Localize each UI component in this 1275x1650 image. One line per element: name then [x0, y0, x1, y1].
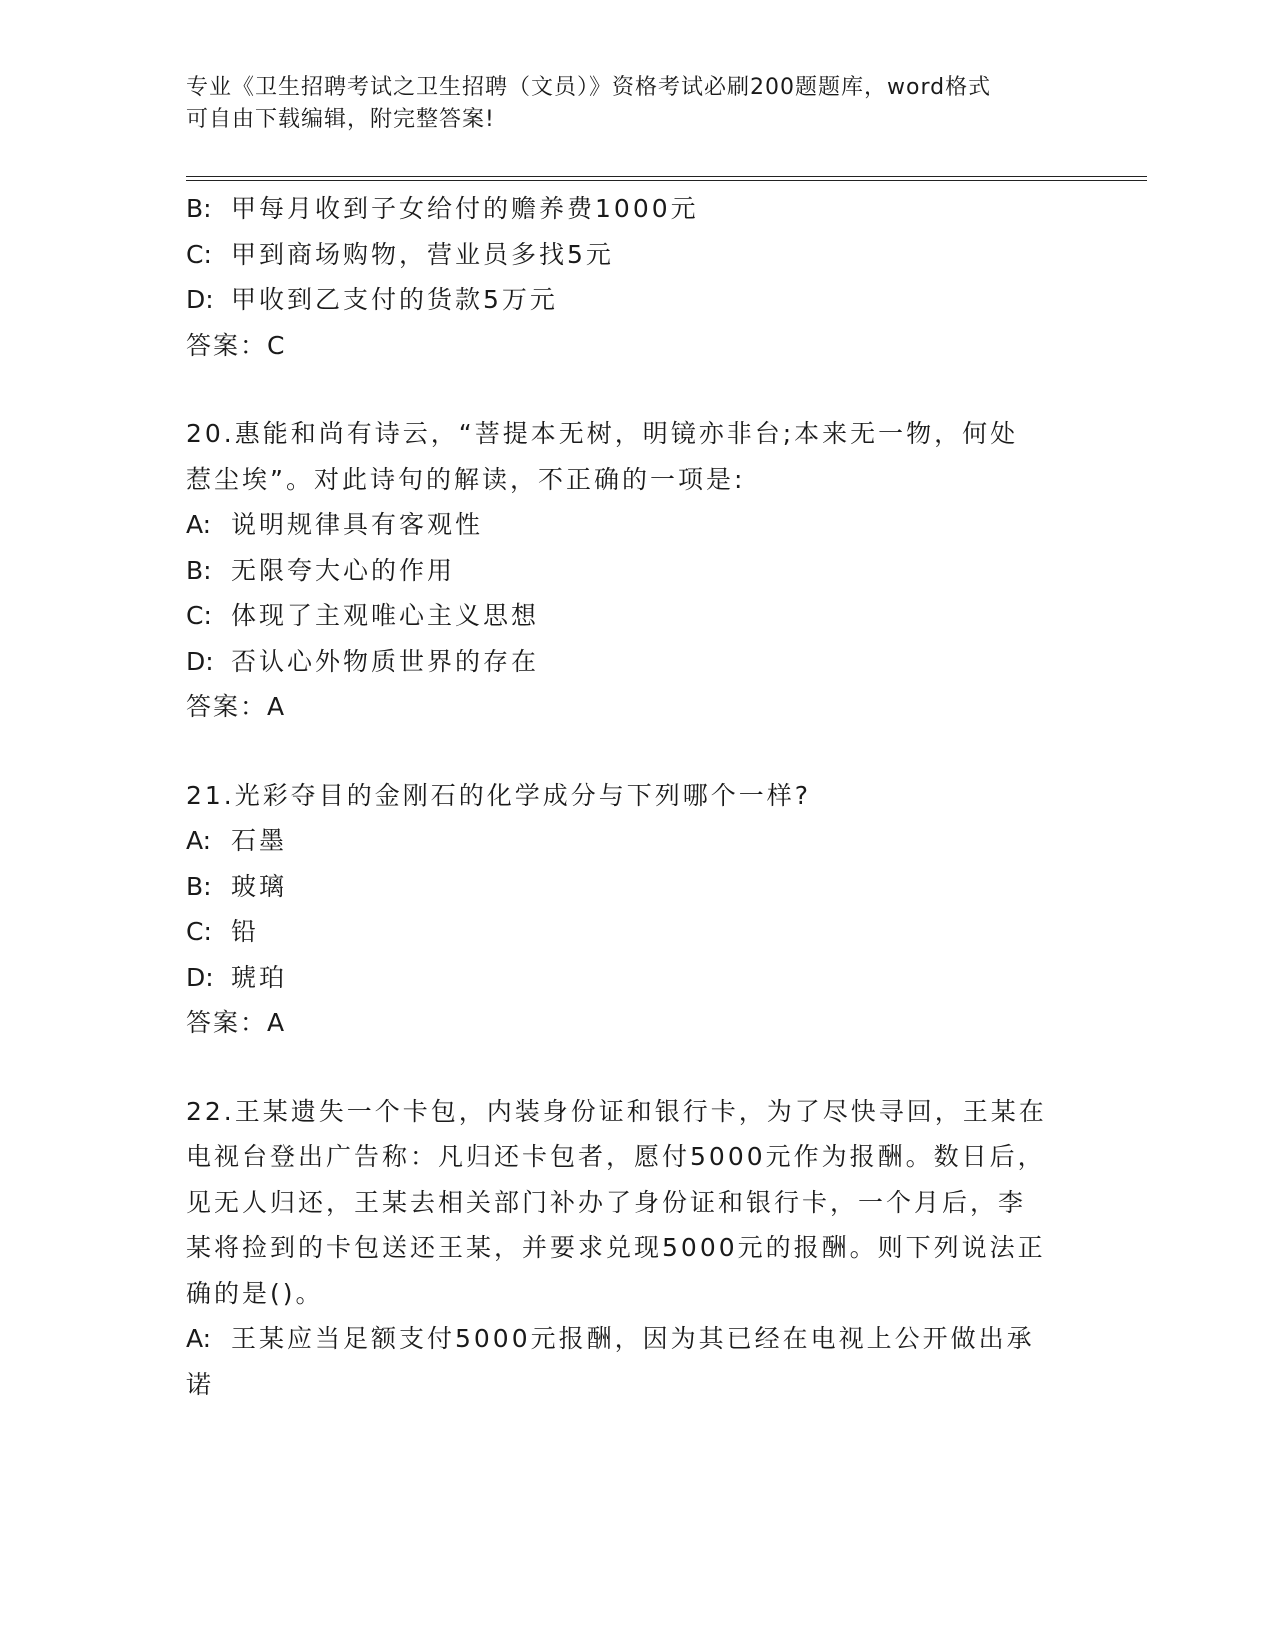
option-b: B: 甲每月收到子女给付的赡养费1000元	[186, 194, 699, 223]
question-stem-cont: 某将捡到的卡包送还王某，并要求兑现5000元的报酬。则下列说法正	[186, 1233, 1046, 1262]
option-a: A: 石墨	[186, 826, 288, 855]
question-stem: 22.王某遗失一个卡包，内装身份证和银行卡，为了尽快寻回，王某在	[186, 1096, 1047, 1126]
option-d: D: 否认心外物质世界的存在	[186, 646, 540, 676]
option-c: C: 体现了主观唯心主义思想	[186, 601, 540, 630]
option-b: B: 无限夸大心的作用	[186, 555, 456, 585]
question-20	[186, 411, 1086, 730]
option-a: A: 说明规律具有客观性	[186, 510, 484, 539]
question-22	[186, 1089, 1086, 1408]
question-19-tail	[186, 186, 1086, 368]
header-title-line-1: 专业《卫生招聘考试之卫生招聘（文员）》资格考试必刷200题题库，word格式	[186, 75, 992, 100]
question-stem-cont: 电视台登出广告称：凡归还卡包者，愿付5000元作为报酬。数日后，	[186, 1142, 1046, 1171]
answer: 答案：C	[186, 330, 287, 360]
question-stem-cont: 见无人归还，王某去相关部门补办了身份证和银行卡，一个月后，李	[186, 1187, 1027, 1217]
question-stem: 21.光彩夺目的金刚石的化学成分与下列哪个一样?	[186, 780, 812, 810]
document-header	[186, 72, 1066, 136]
question-list	[186, 186, 1086, 1407]
option-d: D: 甲收到乙支付的货款5万元	[186, 285, 558, 314]
answer: 答案：A	[186, 692, 287, 721]
option-c: C: 甲到商场购物，营业员多找5元	[186, 239, 614, 269]
option-c: C: 铅	[186, 917, 260, 946]
option-b: B: 玻璃	[186, 871, 288, 901]
question-21	[186, 773, 1086, 1046]
option-a: A: 王某应当足额支付5000元报酬，因为其已经在电视上公开做出承	[186, 1324, 1035, 1353]
question-stem-cont: 惹尘埃”。对此诗句的解读，不正确的一项是:	[186, 464, 746, 494]
header-title-line-2: 可自由下载编辑，附完整答案!	[186, 107, 495, 132]
question-stem: 20.惠能和尚有诗云，“菩提本无树，明镜亦非台;本来无一物，何处	[186, 419, 1019, 448]
header-divider	[186, 176, 1147, 181]
question-stem-cont: 确的是()。	[186, 1278, 324, 1308]
option-d: D: 琥珀	[186, 962, 288, 992]
option-a-cont: 诺	[186, 1369, 215, 1399]
answer: 答案：A	[186, 1008, 287, 1037]
